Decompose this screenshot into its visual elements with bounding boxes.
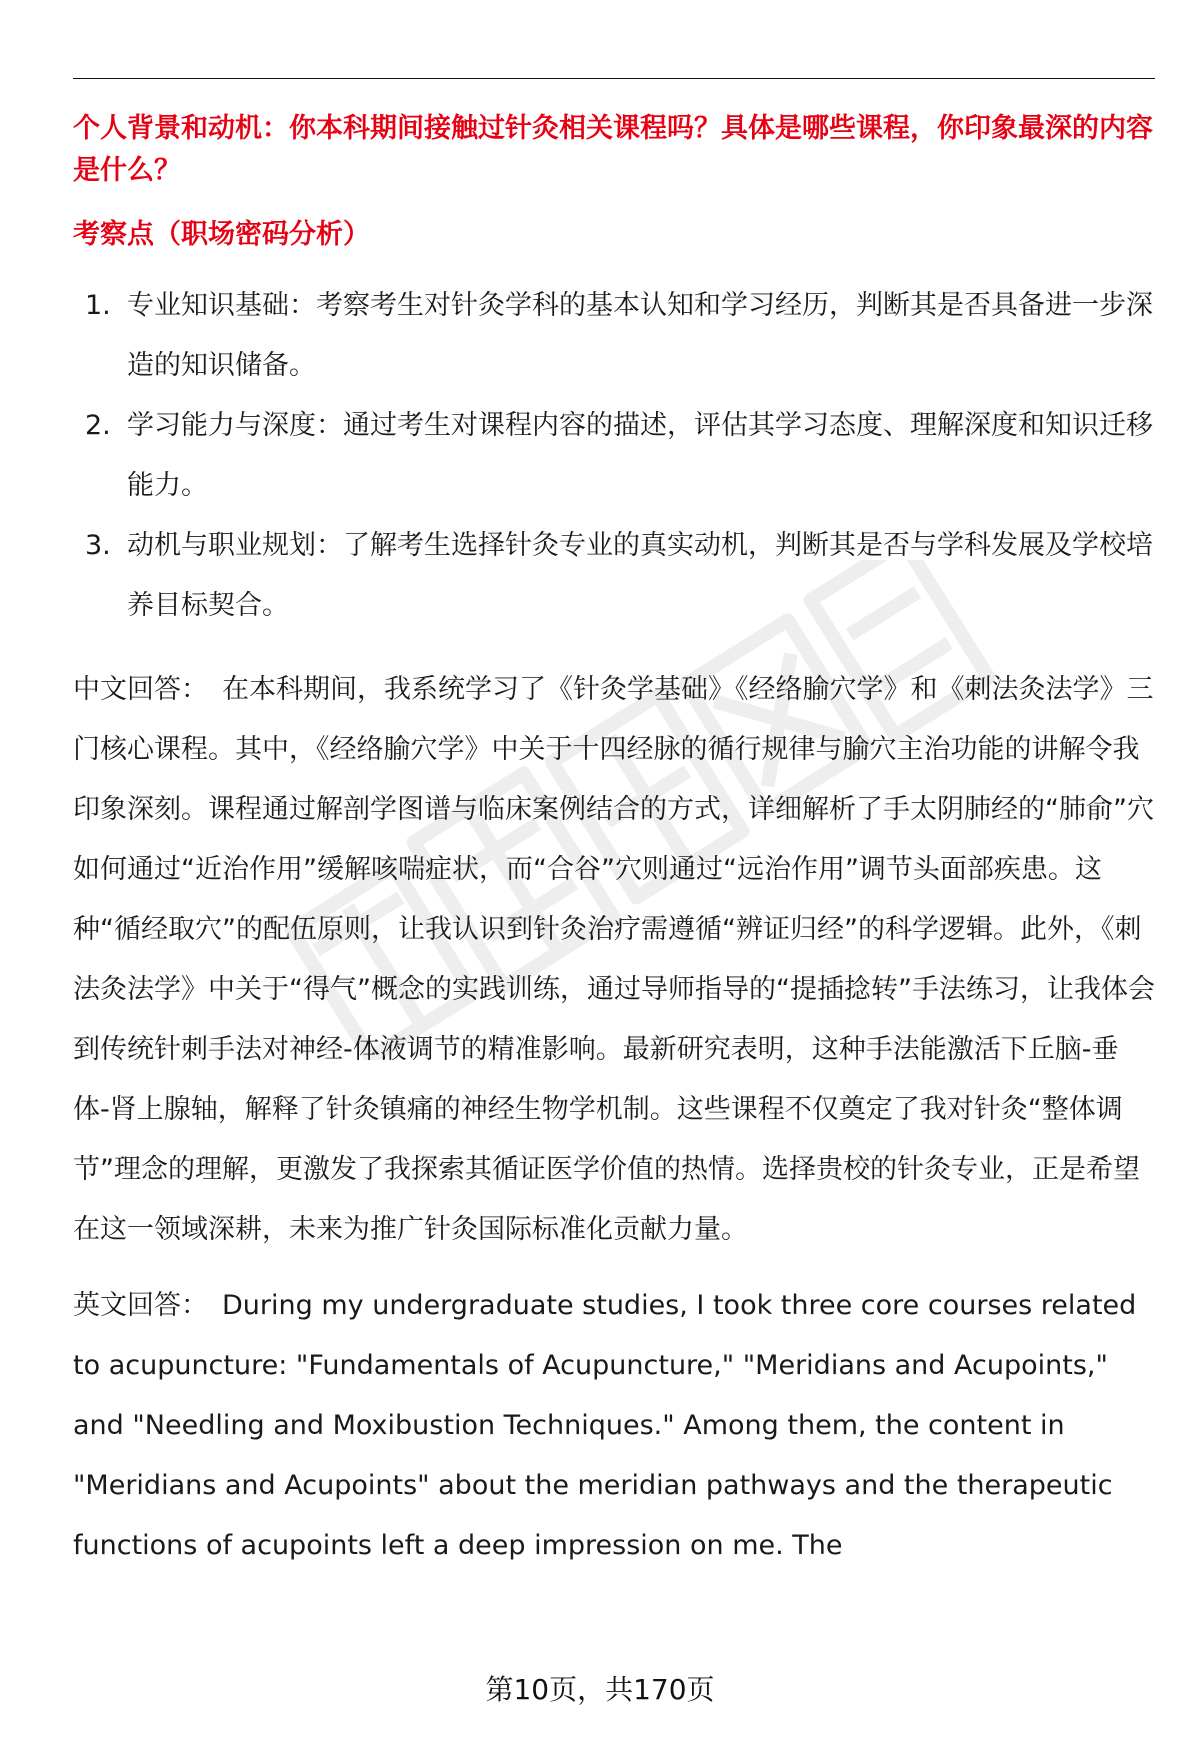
list-item [73, 516, 1155, 636]
list-item-number: 1. [85, 290, 111, 321]
list-item-text: 专业知识基础：考察考生对针灸学科的基本认知和学习经历，判断其是否具备进一步深造的知识储备。 [127, 290, 1153, 381]
english-answer-text: During my undergraduate studies, I took three core courses related to acupuncture: "Fundamentals of Acupuncture," "Meridians and Acupoints," and "Needling and Moxibustion Techniques." Among them, the content in "Meridians and Acupoints" about the meridian pathways and the therapeutic functions of acupoints left a deep impression on me. The [73, 1290, 1137, 1561]
list-item-text: 动机与职业规划：了解考生选择针灸专业的真实动机，判断其是否与学科发展及学校培养目标契合。 [127, 530, 1153, 621]
chinese-answer-text: 在本科期间，我系统学习了《针灸学基础》《经络腧穴学》和《刺法灸法学》三门核心课程。其中，《经络腧穴学》中关于十四经脉的循行规律与腧穴主治功能的讲解令我印象深刻。课程通过解剖学图谱与临床案例结合的方式，详细解析了手太阴肺经的“肺俞”穴如何通过“近治作用”缓解咳喘症状，而“合谷”穴则通过“远治作用”调节头面部疾患。这种“循经取穴”的配伍原则，让我认识到针灸治疗需遵循“辨证归经”的科学逻辑。此外，《刺法灸法学》中关于“得气”概念的实践训练，通过导师指导的“提插捻转”手法练习，让我体会到传统针刺手法对神经-体液调节的精准影响。最新研究表明，这种手法能激活下丘脑-垂体-肾上腺轴，解释了针灸镇痛的神经生物学机制。这些课程不仅奠定了我对针灸“整体调节”理念的理解，更激发了我探索其循证医学价值的热情。选择贵校的针灸专业，正是希望在这一领域深耕，未来为推广针灸国际标准化贡献力量。 [73, 674, 1155, 1245]
english-answer-label: 英文回答： [73, 1290, 208, 1321]
list-item-number: 3. [85, 530, 111, 561]
list-item [73, 276, 1155, 396]
chinese-answer-label: 中文回答： [73, 674, 208, 705]
question-heading: 个人背景和动机：你本科期间接触过针灸相关课程吗？具体是哪些课程，你印象最深的内容是什么？ [73, 113, 1153, 186]
list-item-number: 2. [85, 410, 111, 441]
section-heading: 考察点（职场密码分析） [73, 219, 370, 250]
list-item-text: 学习能力与深度：通过考生对课程内容的描述，评估其学习态度、理解深度和知识迁移能力。 [127, 410, 1153, 501]
page-number-footer: 第10页，共170页 [485, 1673, 715, 1706]
assessment-points-list [73, 276, 1155, 636]
chinese-answer [73, 660, 1155, 1260]
english-answer [73, 1276, 1155, 1576]
content-area [73, 108, 1155, 1576]
header-rule [73, 78, 1155, 79]
list-item [73, 396, 1155, 516]
